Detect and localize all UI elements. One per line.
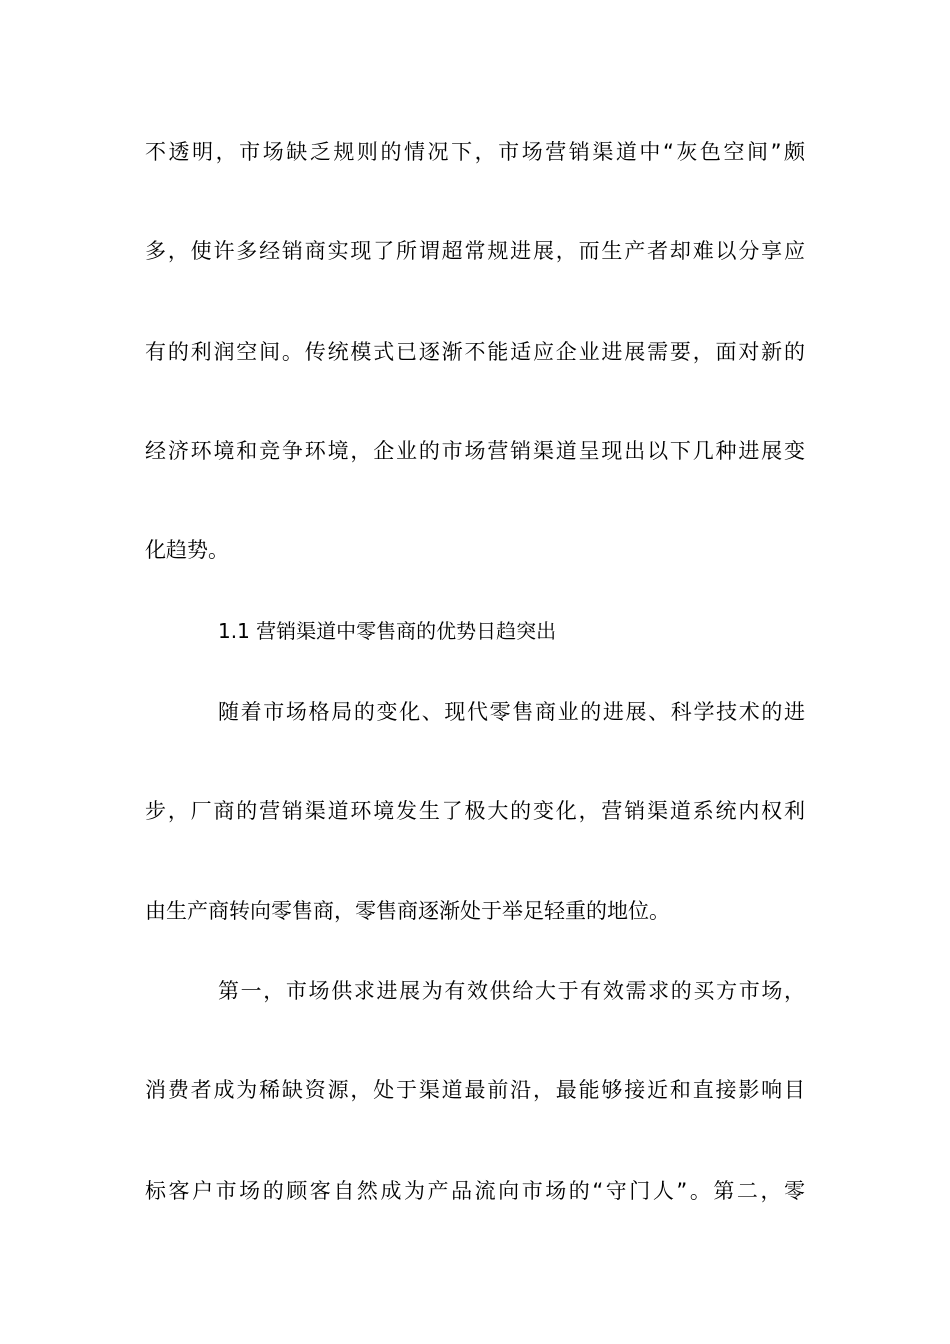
paragraph-line: 步，厂商的营销渠道环境发生了极大的变化，营销渠道系统内权利 [145, 799, 805, 823]
paragraph-line: 第一，市场供求进展为有效供给大于有效需求的买方市场， [218, 979, 805, 1003]
paragraph-line: 随着市场格局的变化、现代零售商业的进展、科学技术的进 [218, 700, 805, 724]
paragraph-line: 多，使许多经销商实现了所谓超常规进展，而生产者却难以分享应 [145, 239, 805, 263]
paragraph-line: 标客户市场的顾客自然成为产品流向市场的“守门人”。第二，零 [145, 1179, 805, 1203]
paragraph-line: 经济环境和竞争环境，企业的市场营销渠道呈现出以下几种进展变 [145, 439, 805, 463]
paragraph-line: 有的利润空间。传统模式已逐渐不能适应企业进展需要，面对新的 [145, 340, 805, 364]
paragraph-line: 化趋势。 [145, 538, 229, 562]
paragraph-line: 消费者成为稀缺资源，处于渠道最前沿，最能够接近和直接影响目 [145, 1078, 805, 1102]
section-heading: 1.1 营销渠道中零售商的优势日趋突出 [218, 619, 557, 643]
paragraph-line: 不透明，市场缺乏规则的情况下，市场营销渠道中“灰色空间”颇 [145, 140, 805, 164]
paragraph-line: 由生产商转向零售商，零售商逐渐处于举足轻重的地位。 [145, 899, 670, 923]
